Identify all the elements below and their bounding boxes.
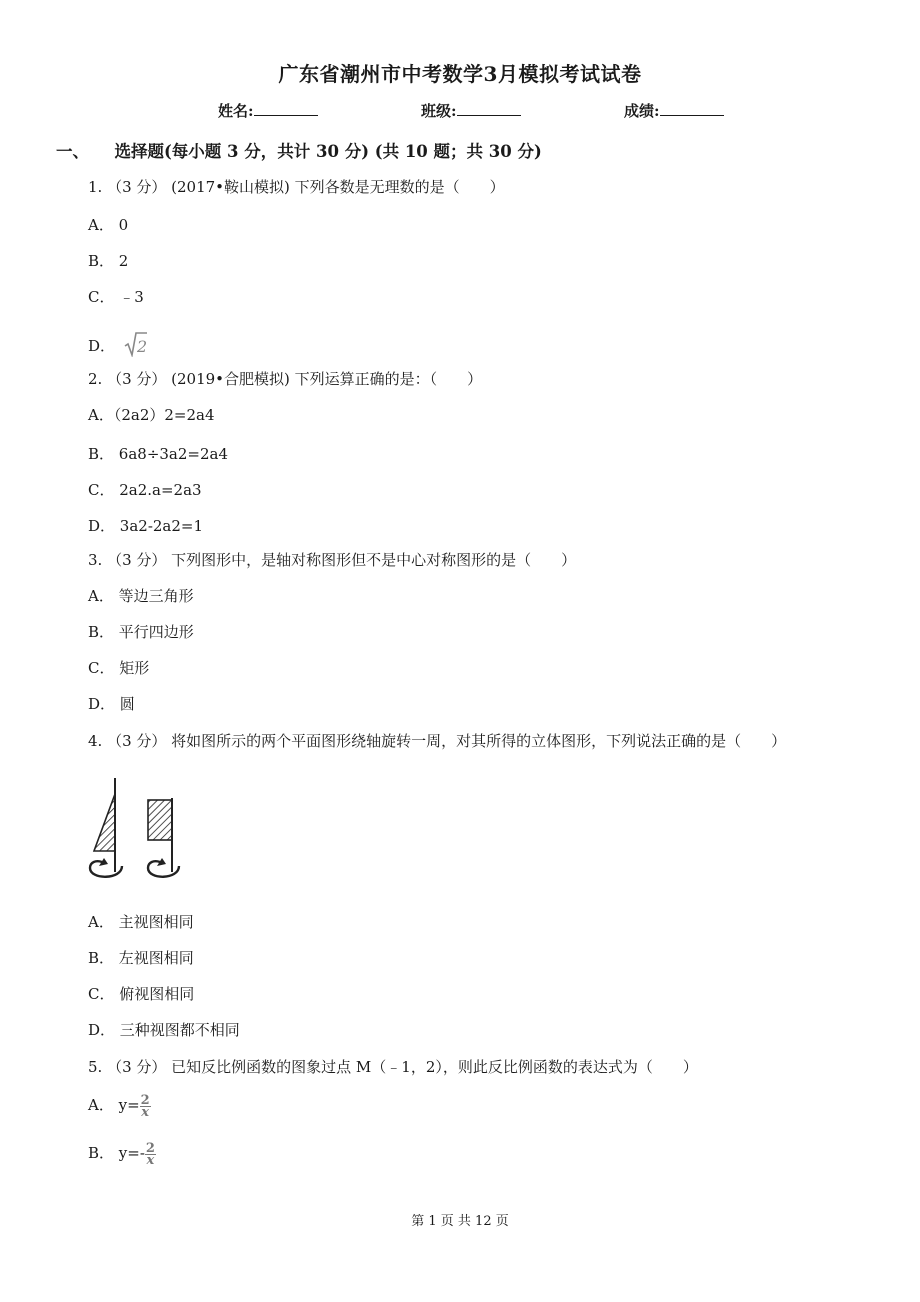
question-4-option-a: A． 主视图相同 <box>88 913 194 931</box>
question-2-stem: 2. （3 分） (2019•合肥模拟) 下列运算正确的是：（ ） <box>88 370 483 388</box>
fraction-denominator: x <box>141 1104 150 1120</box>
question-3-option-b: B． 平行四边形 <box>88 623 194 641</box>
question-3-option-a: A． 等边三角形 <box>88 587 194 605</box>
question-5-option-b-label: B． y=- <box>88 1144 145 1162</box>
name-label: 姓名: <box>218 102 254 120</box>
section-number: 一、 <box>56 142 89 161</box>
class-field <box>421 100 521 121</box>
question-2-option-d: D． 3a2-2a2=1 <box>88 517 204 535</box>
question-5-stem: 5. （3 分） 已知反比例函数的图象过点 M（﹣1，2），则此反比例函数的表达式为（ ） <box>88 1058 698 1076</box>
sqrt-radicand: 2 <box>136 337 147 356</box>
question-3-option-d: D． 圆 <box>88 695 135 713</box>
question-2-option-c: C． 2a2.a=2a3 <box>88 481 202 499</box>
sqrt-icon <box>124 331 148 357</box>
question-5-option-b <box>88 1142 156 1166</box>
fraction-denominator: x <box>146 1152 155 1168</box>
score-blank <box>660 101 724 116</box>
section-heading <box>56 138 542 162</box>
question-2-option-a: A．（2a2）2=2a4 <box>88 406 215 424</box>
question-1-option-d <box>88 331 148 357</box>
fraction-numerator: 2 <box>145 1140 155 1156</box>
page-footer: 第 1 页 共 12 页 <box>411 1214 509 1229</box>
rectangle-figure <box>148 798 179 877</box>
rotation-figure <box>82 776 186 886</box>
question-1-stem: 1. （3 分） (2017•鞍山模拟) 下列各数是无理数的是（ ） <box>88 178 505 196</box>
question-5-option-a <box>88 1094 151 1118</box>
score-label: 成绩: <box>624 102 660 120</box>
question-1-option-b: B． 2 <box>88 252 129 270</box>
question-1-option-d-label: D． <box>88 337 116 355</box>
question-4-option-c: C． 俯视图相同 <box>88 985 195 1003</box>
page-title: 广东省潮州市中考数学3月模拟考试试卷 <box>278 62 642 86</box>
section-title: 选择题(每小题 3 分，共计 30 分) (共 10 题；共 30 分) <box>114 142 542 161</box>
question-4-option-d: D． 三种视图都不相同 <box>88 1021 240 1039</box>
fraction-2-over-x <box>140 1092 151 1120</box>
question-4-stem: 4. （3 分） 将如图所示的两个平面图形绕轴旋转一周，对其所得的立体图形，下列说法正确的是（ ） <box>88 732 787 750</box>
triangle-figure <box>90 778 122 877</box>
question-3-stem: 3. （3 分） 下列图形中，是轴对称图形但不是中心对称图形的是（ ） <box>88 551 577 569</box>
question-1-option-a: A． 0 <box>88 216 129 234</box>
question-5-option-a-label: A． y= <box>88 1096 140 1114</box>
question-3-option-c: C． 矩形 <box>88 659 150 677</box>
question-4-option-b: B． 左视图相同 <box>88 949 194 967</box>
class-label: 班级: <box>421 102 457 120</box>
name-field <box>218 100 318 121</box>
question-2-option-b: B． 6a8÷3a2=2a4 <box>88 445 229 463</box>
name-blank <box>254 101 318 116</box>
score-field <box>624 100 724 121</box>
question-1-option-c: C． ﹣3 <box>88 288 144 306</box>
fraction-2-over-x <box>145 1140 156 1168</box>
class-blank <box>457 101 521 116</box>
fraction-numerator: 2 <box>140 1092 150 1108</box>
